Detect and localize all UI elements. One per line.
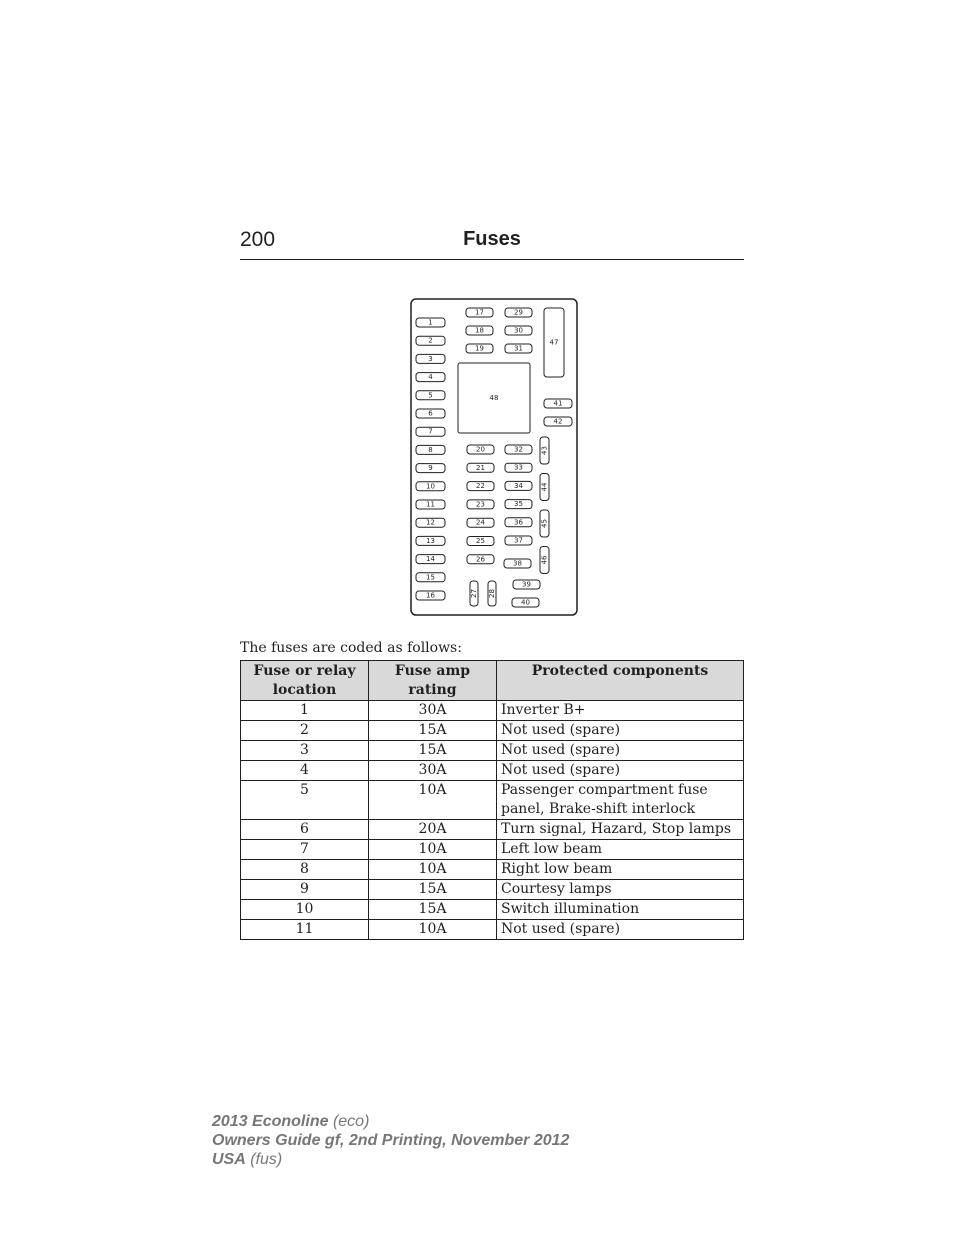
fuse-slot-39 <box>513 580 540 589</box>
fuse-slot-48 <box>458 363 530 433</box>
protected-components-cell: Right low beam <box>497 860 744 880</box>
footer-line-1 <box>212 1112 569 1131</box>
fuse-location-cell: 4 <box>241 761 369 781</box>
amp-rating-cell: 10A <box>369 781 497 820</box>
fuse-label-27: 27 <box>470 589 478 598</box>
fuse-slot-4 <box>416 373 445 382</box>
fuse-location-cell: 1 <box>241 701 369 721</box>
table-row <box>241 880 744 900</box>
fuse-slot-16 <box>416 591 445 600</box>
fuse-label-3: 3 <box>428 354 433 363</box>
header-location: Fuse or relay location <box>241 661 369 701</box>
fuse-label-39: 39 <box>522 580 531 589</box>
fuse-label-29: 29 <box>514 308 523 317</box>
amp-rating-cell: 15A <box>369 721 497 741</box>
table-row <box>241 900 744 920</box>
amp-rating-cell: 10A <box>369 860 497 880</box>
fuse-label-45: 45 <box>540 519 549 528</box>
table-header-row <box>241 661 744 701</box>
intro-text: The fuses are coded as follows: <box>240 640 462 656</box>
fuse-slot-8 <box>416 445 445 454</box>
fuse-slot-26 <box>467 555 494 564</box>
fuse-label-33: 33 <box>514 463 523 472</box>
protected-components-cell: Left low beam <box>497 840 744 860</box>
fuse-label-21: 21 <box>476 463 485 472</box>
fuse-label-30: 30 <box>514 326 523 335</box>
fuse-slot-21 <box>467 463 494 472</box>
fuse-label-8: 8 <box>428 445 433 454</box>
fuse-slot-23 <box>467 500 494 509</box>
fuse-label-34: 34 <box>514 481 523 490</box>
amp-rating-cell: 30A <box>369 761 497 781</box>
fuse-slot-30 <box>505 326 532 335</box>
fuse-label-37: 37 <box>514 536 523 545</box>
fuse-label-17: 17 <box>475 308 484 317</box>
protected-components-cell: Turn signal, Hazard, Stop lamps <box>497 820 744 840</box>
fuse-slot-46 <box>540 547 549 574</box>
fuse-slot-44 <box>540 474 549 501</box>
footer-market-code: (fus) <box>250 1151 283 1168</box>
fuse-label-12: 12 <box>426 518 435 527</box>
fuse-slot-15 <box>416 573 445 582</box>
amp-rating-cell: 20A <box>369 820 497 840</box>
fuse-label-1: 1 <box>428 318 433 327</box>
fuse-slot-5 <box>416 391 445 400</box>
fuse-location-cell: 9 <box>241 880 369 900</box>
amp-rating-cell: 15A <box>369 741 497 761</box>
fuse-label-15: 15 <box>426 573 435 582</box>
fuse-slot-18 <box>466 326 493 335</box>
fuse-location-cell: 7 <box>241 840 369 860</box>
fuse-label-32: 32 <box>514 445 523 454</box>
protected-components-cell: Not used (spare) <box>497 741 744 761</box>
table-row <box>241 781 744 820</box>
fuse-slot-22 <box>467 482 494 491</box>
fuse-slot-2 <box>416 336 445 345</box>
fuse-slot-6 <box>416 409 445 418</box>
fuse-location-cell: 2 <box>241 721 369 741</box>
fuse-label-42: 42 <box>553 417 563 426</box>
fuse-slot-17 <box>466 308 493 317</box>
fuse-label-24: 24 <box>476 518 485 527</box>
fuse-label-25: 25 <box>476 537 485 545</box>
fuse-slot-42 <box>544 417 572 426</box>
fuse-label-48: 48 <box>489 394 499 402</box>
protected-components-cell: Switch illumination <box>497 900 744 920</box>
table-row <box>241 840 744 860</box>
fuse-slot-34 <box>505 481 532 490</box>
fuse-slot-14 <box>416 555 445 564</box>
fuse-label-40: 40 <box>521 598 530 607</box>
fuse-slot-27 <box>470 581 478 606</box>
table-row <box>241 820 744 840</box>
fuse-slot-29 <box>505 308 532 317</box>
table-row <box>241 741 744 761</box>
fuse-label-9: 9 <box>428 464 433 473</box>
protected-components-cell: Not used (spare) <box>497 721 744 741</box>
fuse-location-cell: 10 <box>241 900 369 920</box>
fuse-slot-19 <box>466 344 493 353</box>
fuse-slot-36 <box>505 518 532 527</box>
fuse-label-31: 31 <box>514 344 523 353</box>
fuse-label-20: 20 <box>476 445 485 454</box>
fuse-label-14: 14 <box>426 555 435 564</box>
fuse-slot-32 <box>505 445 532 454</box>
header-protected-components: Protected components <box>497 661 744 701</box>
fuse-slot-33 <box>505 463 532 472</box>
amp-rating-cell: 10A <box>369 920 497 940</box>
fuse-label-5: 5 <box>428 391 433 400</box>
footer-model: 2013 Econoline <box>212 1113 329 1130</box>
fuse-label-38: 38 <box>513 559 522 568</box>
fuse-label-4: 4 <box>428 373 433 382</box>
footer-model-code: (eco) <box>332 1113 370 1130</box>
footer-line-2 <box>212 1131 569 1150</box>
fuse-slot-9 <box>416 464 445 473</box>
fuse-slot-31 <box>505 344 532 353</box>
fuse-slot-35 <box>505 500 532 509</box>
fuse-slot-13 <box>416 536 445 545</box>
footer <box>212 1112 569 1169</box>
fuse-table <box>240 660 744 940</box>
fuse-location-cell: 3 <box>241 741 369 761</box>
fuse-slot-38 <box>504 559 531 568</box>
fuse-panel-diagram <box>409 297 579 617</box>
fuse-location-cell: 8 <box>241 860 369 880</box>
table-row <box>241 761 744 781</box>
fuse-slot-24 <box>467 518 494 527</box>
footer-guide-info: Owners Guide gf, 2nd Printing, November 2012 <box>212 1132 570 1149</box>
page-header <box>240 228 744 260</box>
fuse-label-26: 26 <box>476 555 485 564</box>
amp-rating-cell: 15A <box>369 880 497 900</box>
fuse-slot-28 <box>488 581 496 606</box>
fuse-label-13: 13 <box>426 536 435 545</box>
amp-rating-cell: 10A <box>369 840 497 860</box>
fuse-label-10: 10 <box>426 482 435 491</box>
protected-components-cell: Inverter B+ <box>497 701 744 721</box>
fuse-label-36: 36 <box>514 518 523 527</box>
fuse-slot-1 <box>416 318 445 327</box>
fuse-slot-37 <box>505 536 532 545</box>
fuse-label-28: 28 <box>488 589 496 598</box>
amp-rating-cell: 15A <box>369 900 497 920</box>
fuse-label-22: 22 <box>476 482 485 491</box>
footer-market: USA <box>212 1151 246 1168</box>
page-number: 200 <box>240 228 276 251</box>
protected-components-cell: Passenger compartment fuse panel, Brake-shift interlock <box>497 781 744 820</box>
table-row <box>241 920 744 940</box>
fuse-slot-3 <box>416 354 445 363</box>
fuse-label-47: 47 <box>549 338 559 347</box>
fuse-location-cell: 5 <box>241 781 369 820</box>
table-row <box>241 701 744 721</box>
fuse-slot-11 <box>416 500 445 509</box>
fuse-slot-43 <box>540 437 549 464</box>
fuse-label-43: 43 <box>540 446 549 455</box>
protected-components-cell: Not used (spare) <box>497 920 744 940</box>
table-row <box>241 721 744 741</box>
header-amp-rating: Fuse amp rating <box>369 661 497 701</box>
fuse-slot-25 <box>467 537 494 546</box>
fuse-slot-12 <box>416 518 445 527</box>
fuse-label-2: 2 <box>428 336 433 345</box>
fuse-location-cell: 11 <box>241 920 369 940</box>
fuse-label-19: 19 <box>475 344 484 353</box>
fuse-slot-40 <box>512 598 539 607</box>
fuse-slot-47 <box>544 308 564 377</box>
fuse-label-7: 7 <box>428 427 433 436</box>
fuse-slot-20 <box>467 445 494 454</box>
section-title: Fuses <box>463 228 521 250</box>
fuse-label-18: 18 <box>475 326 484 335</box>
fuse-label-11: 11 <box>426 500 435 509</box>
fuse-panel-svg <box>409 297 579 617</box>
fuse-label-46: 46 <box>540 555 549 565</box>
fuse-slot-45 <box>540 510 549 537</box>
fuse-label-16: 16 <box>426 591 435 600</box>
footer-line-3 <box>212 1150 569 1169</box>
fuse-label-41: 41 <box>553 399 563 408</box>
fuse-label-44: 44 <box>540 482 549 492</box>
fuse-location-cell: 6 <box>241 820 369 840</box>
amp-rating-cell: 30A <box>369 701 497 721</box>
fuse-slot-41 <box>544 399 572 408</box>
fuse-label-35: 35 <box>514 500 523 509</box>
protected-components-cell: Courtesy lamps <box>497 880 744 900</box>
fuse-label-23: 23 <box>476 500 485 509</box>
fuse-label-6: 6 <box>428 409 433 418</box>
fuse-slot-10 <box>416 482 445 491</box>
protected-components-cell: Not used (spare) <box>497 761 744 781</box>
fuse-slot-7 <box>416 427 445 436</box>
table-row <box>241 860 744 880</box>
